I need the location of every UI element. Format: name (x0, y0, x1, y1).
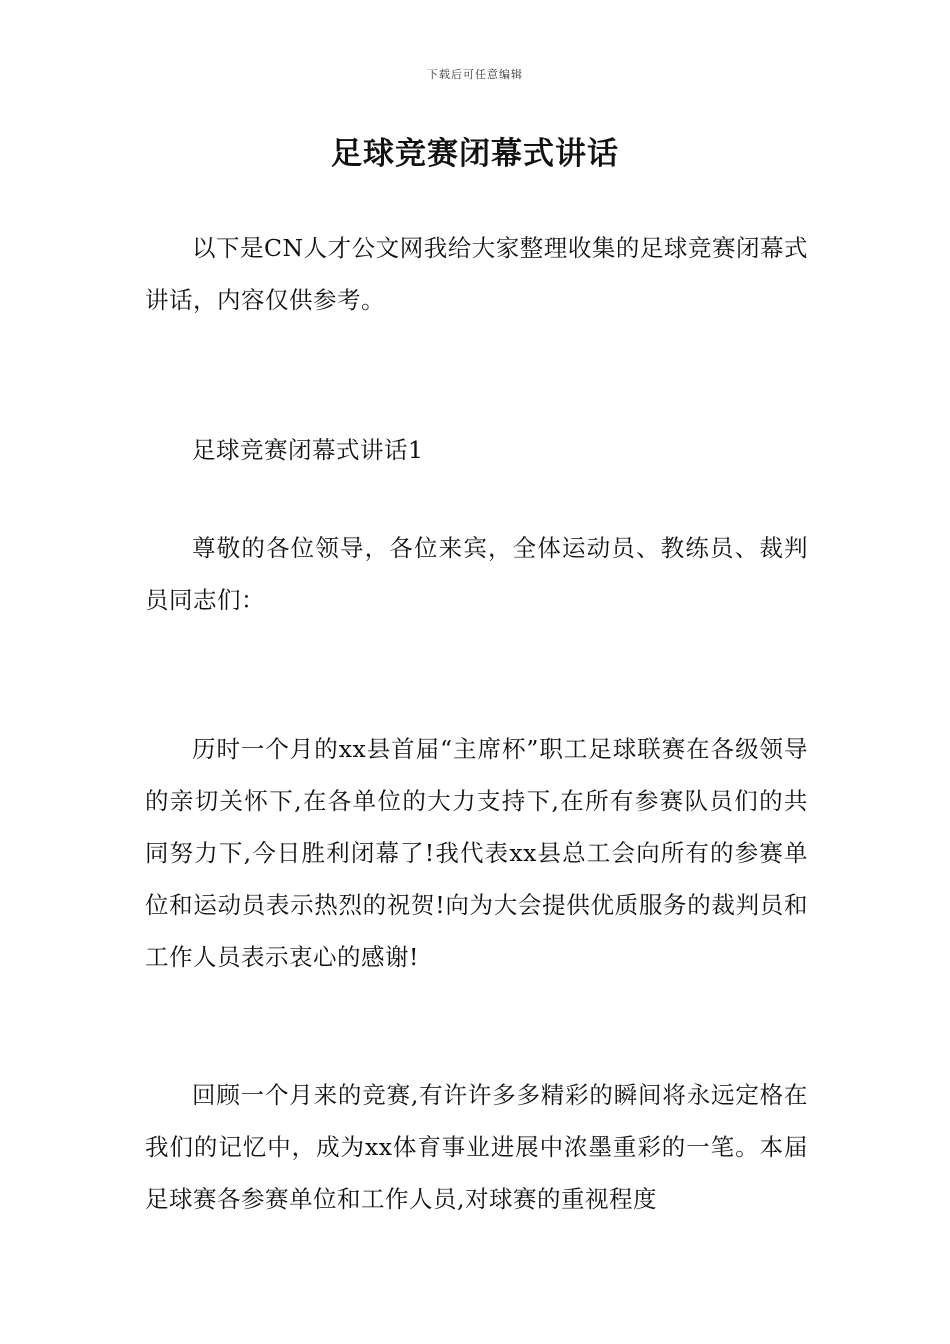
body-paragraph-2: 回顾一个月来的竞赛,有许许多多精彩的瞬间将永远定格在我们的记忆中，成为xx体育事业进展中浓墨重彩的一笔。本届足球赛各参赛单位和工作人员,对球赛的重视程度 (145, 1081, 808, 1213)
body-paragraph-1: 历时一个月的xx县首届“主席杯”职工足球联赛在各级领导的亲切关怀下,在各单位的大力支持下,在所有参赛队员们的共同努力下,今日胜利闭幕了!我代表xx县总工会向所有的参赛单位和运动员表示热烈的祝贺!向为大会提供优质服务的裁判员和工作人员表示衷心的感谢! (145, 735, 808, 971)
salutation-paragraph: 尊敬的各位领导，各位来宾，全体运动员、教练员、裁判员同志们： (145, 534, 808, 614)
intro-paragraph: 以下是CN人才公文网我给大家整理收集的足球竞赛闭幕式讲话，内容仅供参考。 (145, 234, 808, 314)
header-note: 下载后可任意编辑 (427, 68, 523, 81)
document-title: 足球竞赛闭幕式讲话 (331, 136, 619, 172)
speech-subtitle: 足球竞赛闭幕式讲话1 (192, 436, 424, 464)
